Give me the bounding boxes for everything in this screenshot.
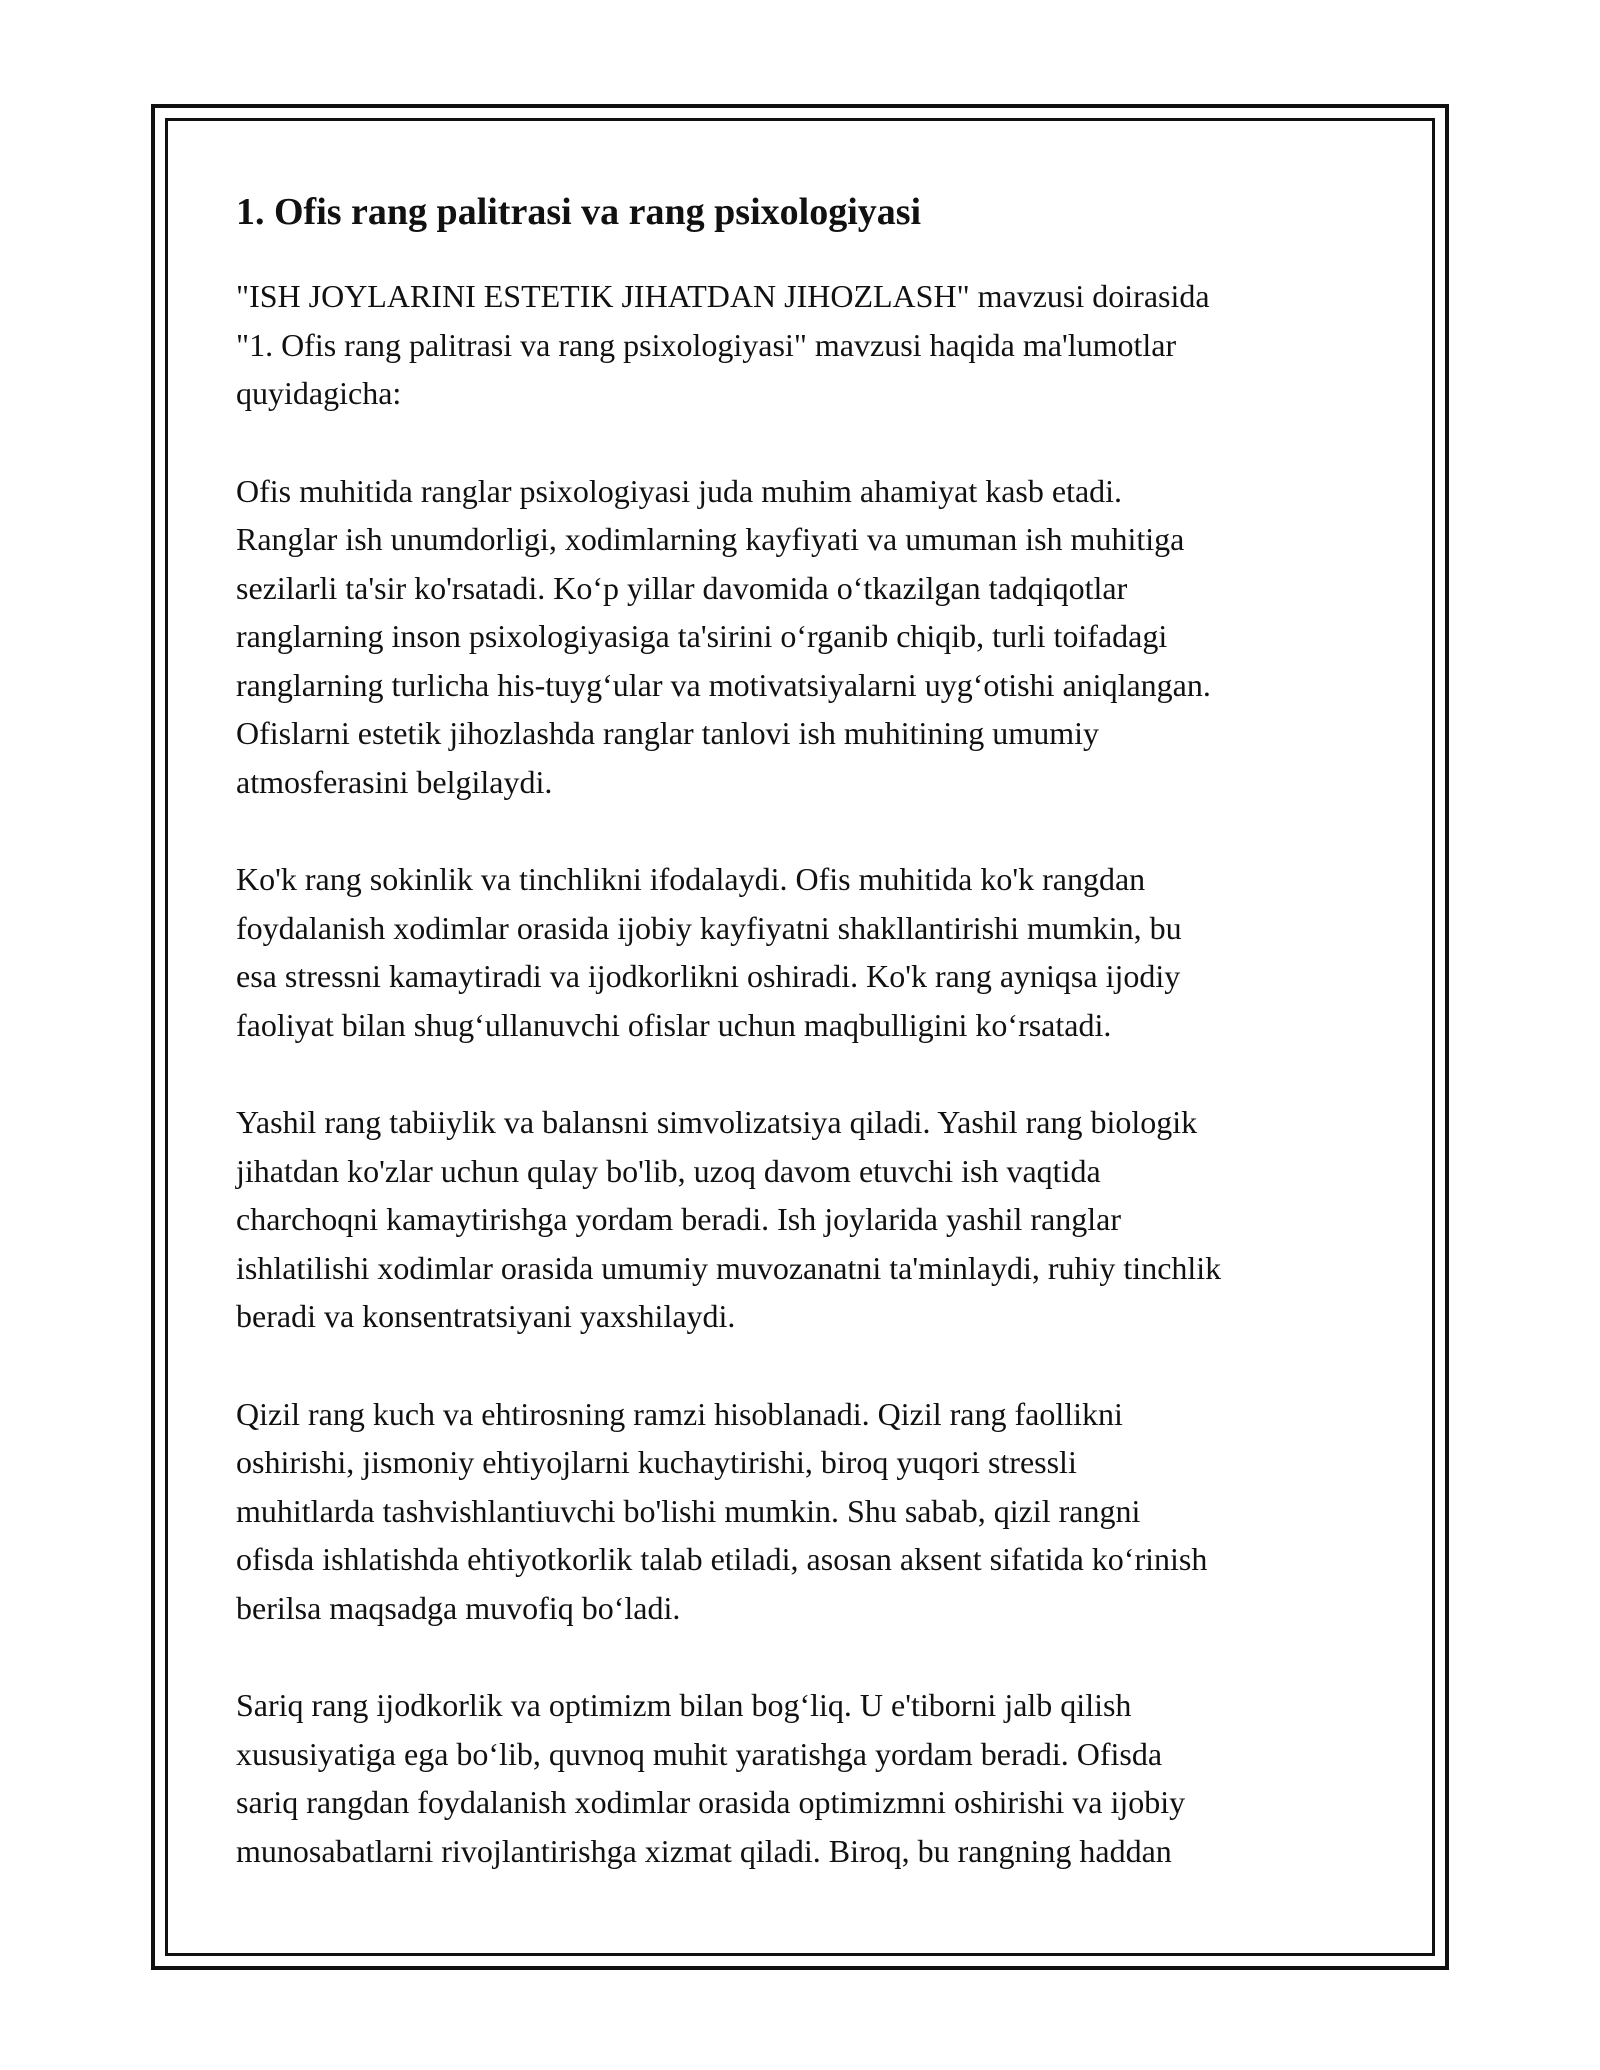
paragraph-red: Qizil rang kuch va ehtirosning ramzi hisoblanadi. Qizil rang faollikni oshirishi, jismoniy ehtiyojlarni kuchaytirishi, biroq yuqori stressli muhitlarda tashvishlantiuvchi bo'lishi mumkin. Shu sabab, qizil rangni ofisda ishlatishda ehtiyotkorlik talab etiladi, asosan aksent sifatida ko‘rinish berilsa maqsadga muvofiq bo‘ladi. (236, 1395, 1208, 1626)
document-body (236, 188, 1366, 1924)
paragraph-intro: "ISH JOYLARINI ESTETIK JIHATDAN JIHOZLASH" mavzusi doirasida "1. Ofis rang palitrasi va rang psixologiyasi" mavzusi haqida ma'lumotlar quyidagicha: (236, 278, 1210, 411)
paragraph-color-psychology: Ofis muhitida ranglar psixologiyasi juda muhim ahamiyat kasb etadi. Ranglar ish unumdorligi, xodimlarning kayfiyati va umuman ish muhitiga sezilarli ta'sir ko'rsatadi. Ko‘p yillar davomida o‘tkazilgan tadqiqotlar ranglarning inson psixologiyasiga ta'sirini o‘rganib chiqib, turli toifadagi ranglarning turlicha his-tuyg‘ular va motivatsiyalarni uyg‘otishi aniqlangan. Ofislarni estetik jihozlashda ranglar tanlovi ish muhitining umumiy atmosferasini belgilaydi. (236, 472, 1211, 800)
paragraph-blue: Ko'k rang sokinlik va tinchlikni ifodalaydi. Ofis muhitida ko'k rangdan foydalanish xodimlar orasida ijobiy kayfiyatni shakllantirishi mumkin, bu esa stressni kamaytiradi va ijodkorlikni oshiradi. Ko'k rang ayniqsa ijodiy faoliyat bilan shug‘ullanuvchi ofislar uchun maqbulligini ko‘rsatadi. (236, 861, 1182, 1043)
paragraph-yellow: Sariq rang ijodkorlik va optimizm bilan bog‘liq. U e'tiborni jalb qilish xususiyatiga ega bo‘lib, quvnoq muhit yaratishga yordam beradi. Ofisda sariq rangdan foydalanish xodimlar orasida optimizmni oshirishi va ijobiy munosabatlarni rivojlantirishga xizmat qiladi. Biroq, bu rangning haddan (236, 1687, 1186, 1869)
paragraph-green: Yashil rang tabiiylik va balansni simvolizatsiya qiladi. Yashil rang biologik jihatdan ko'zlar uchun qulay bo'lib, uzoq davom etuvchi ish vaqtida charchoqni kamaytirishga yordam beradi. Ish joylarida yashil ranglar ishlatilishi xodimlar orasida umumiy muvozanatni ta'minlaydi, ruhiy tinchlik beradi va konsentratsiyani yaxshilaydi. (236, 1104, 1222, 1334)
section-title: 1. Ofis rang palitrasi va rang psixologiyasi (236, 191, 922, 233)
